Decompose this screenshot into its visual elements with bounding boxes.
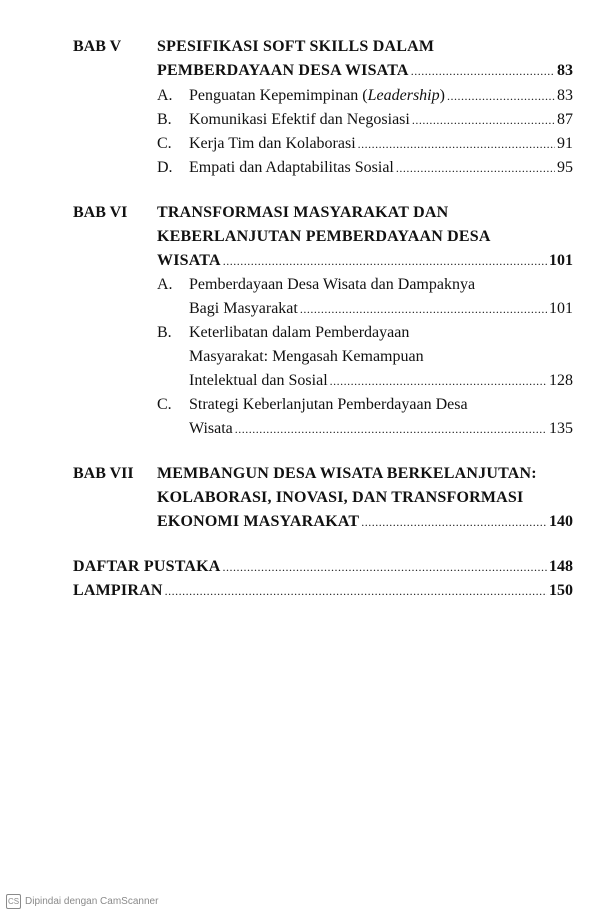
toc-entry-chapter[interactable] xyxy=(157,62,573,80)
chapter-label: BAB V xyxy=(73,38,122,55)
page-number: 150 xyxy=(549,582,573,599)
section-title: Bagi Masyarakat xyxy=(189,300,298,317)
page-number: 148 xyxy=(549,558,573,575)
page-number: 101 xyxy=(549,300,573,317)
chapter-title-line: EKONOMI MASYARAKAT xyxy=(157,513,360,530)
section-letter: C. xyxy=(157,396,172,413)
toc-entry[interactable] xyxy=(189,372,573,390)
dot-leader xyxy=(412,111,555,129)
page-number: 83 xyxy=(557,62,573,79)
section-title: Strategi Keberlanjutan Pemberdayaan Desa xyxy=(189,396,468,413)
entry-title: LAMPIRAN xyxy=(73,582,163,599)
dot-leader xyxy=(223,252,547,270)
page-number: 87 xyxy=(557,111,573,128)
chapter-title-line: WISATA xyxy=(157,252,221,269)
toc-entry-chapter[interactable] xyxy=(157,513,573,531)
chapter-title-line: MEMBANGUN DESA WISATA BERKELANJUTAN: xyxy=(157,465,537,482)
section-title: Komunikasi Efektif dan Negosiasi xyxy=(189,111,410,128)
page-number: 83 xyxy=(557,87,573,104)
toc-entry[interactable] xyxy=(189,111,573,129)
dot-leader xyxy=(235,420,547,438)
toc-entry[interactable] xyxy=(189,420,573,438)
section-title: Intelektual dan Sosial xyxy=(189,372,328,389)
page-number: 140 xyxy=(549,513,573,530)
chapter-title-line: KOLABORASI, INOVASI, DAN TRANSFORMASI xyxy=(157,489,524,506)
page-number: 128 xyxy=(549,372,573,389)
section-title: Masyarakat: Mengasah Kemampuan xyxy=(189,348,424,365)
dot-leader xyxy=(165,582,547,600)
section-letter: A. xyxy=(157,87,173,104)
toc-entry[interactable] xyxy=(189,135,573,153)
toc-entry-bibliography[interactable] xyxy=(73,558,573,576)
chapter-label: BAB VI xyxy=(73,204,128,221)
section-title: Penguatan Kepemimpinan (Leadership) xyxy=(189,87,445,104)
toc-entry[interactable] xyxy=(189,87,573,105)
section-title: Kerja Tim dan Kolaborasi xyxy=(189,135,356,152)
page-number: 95 xyxy=(557,159,573,176)
chapter-title-line: PEMBERDAYAAN DESA WISATA xyxy=(157,62,409,79)
section-title: Pemberdayaan Desa Wisata dan Dampaknya xyxy=(189,276,476,293)
entry-title: DAFTAR PUSTAKA xyxy=(73,558,221,575)
dot-leader xyxy=(223,558,547,576)
chapter-title-line: SPESIFIKASI SOFT SKILLS DALAM xyxy=(157,38,435,55)
dot-leader xyxy=(411,62,555,80)
camscanner-logo-icon: CS xyxy=(6,894,21,909)
dot-leader xyxy=(330,372,547,390)
section-letter: D. xyxy=(157,159,173,176)
watermark-text: Dipindai dengan CamScanner xyxy=(25,896,159,907)
dot-leader xyxy=(447,87,555,105)
dot-leader xyxy=(396,159,555,177)
chapter-title-line: TRANSFORMASI MASYARAKAT DAN xyxy=(157,204,449,221)
page-number: 91 xyxy=(557,135,573,152)
section-letter: A. xyxy=(157,276,173,293)
page-number: 101 xyxy=(549,252,573,269)
page-number: 135 xyxy=(549,420,573,437)
toc-entry-appendix[interactable] xyxy=(73,582,573,600)
dot-leader xyxy=(300,300,547,318)
section-title: Wisata xyxy=(189,420,233,437)
chapter-label: BAB VII xyxy=(73,465,134,482)
toc-entry[interactable] xyxy=(189,159,573,177)
chapter-title-line: KEBERLANJUTAN PEMBERDAYAAN DESA xyxy=(157,228,491,245)
section-letter: B. xyxy=(157,111,172,128)
section-letter: B. xyxy=(157,324,172,341)
section-title: Keterlibatan dalam Pemberdayaan xyxy=(189,324,410,341)
section-letter: C. xyxy=(157,135,172,152)
dot-leader xyxy=(361,513,547,531)
section-title: Empati dan Adaptabilitas Sosial xyxy=(189,159,394,176)
toc-entry-chapter[interactable] xyxy=(157,252,573,270)
toc-entry[interactable] xyxy=(189,300,573,318)
scanner-watermark xyxy=(6,894,158,909)
dot-leader xyxy=(358,135,555,153)
